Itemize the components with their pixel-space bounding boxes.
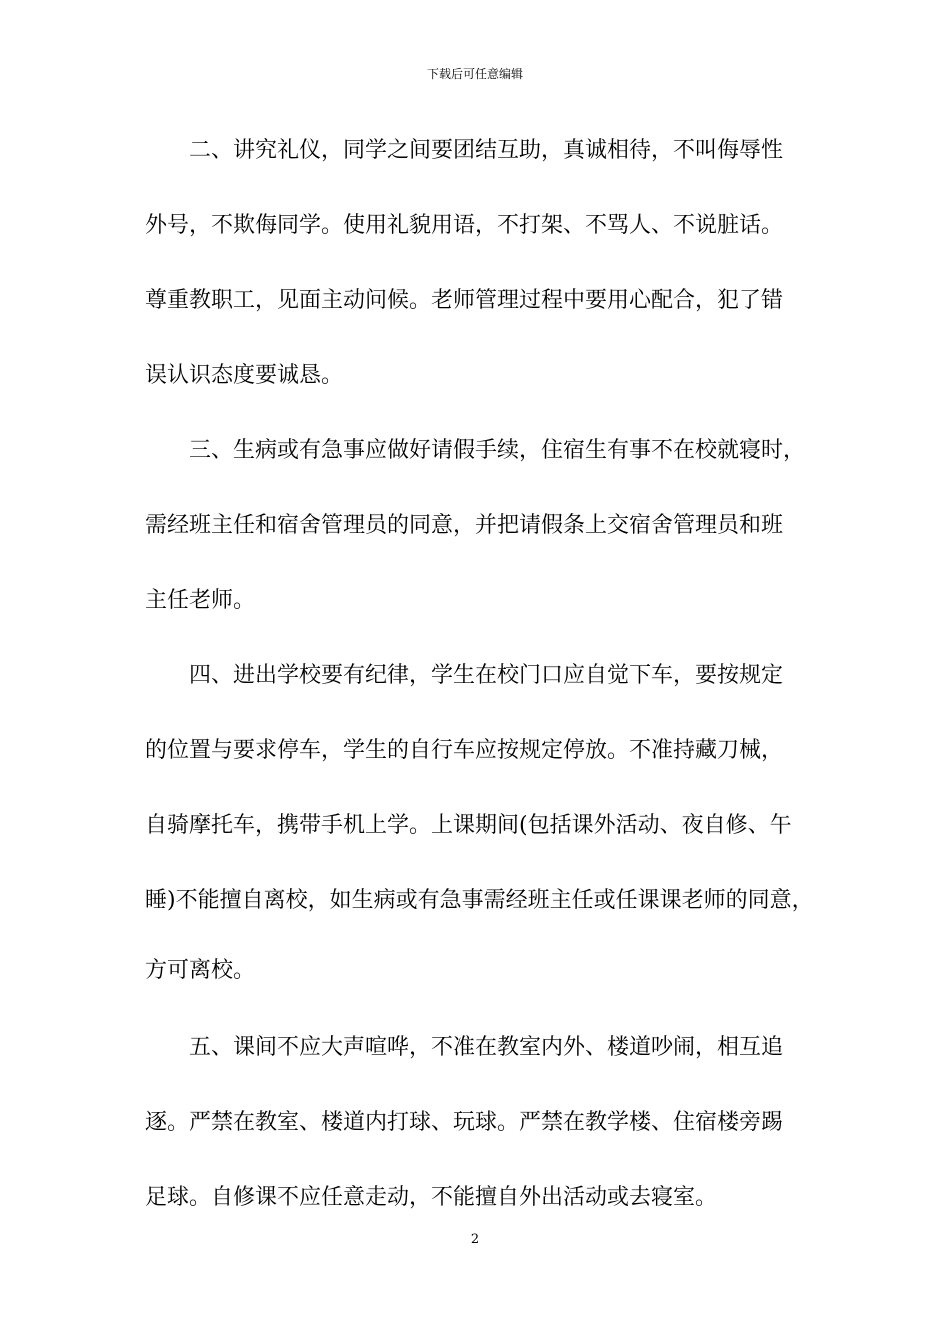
text-line: 自骑摩托车，携带手机上学。上课期间(包括课外活动、夜自修、午 xyxy=(145,813,792,838)
text-line: 三、生病或有急事应做好请假手续，住宿生有事不在校就寝时， xyxy=(145,438,806,463)
text-line: 睡)不能擅自离校，如生病或有急事需经班主任或任课课老师的同意， xyxy=(145,888,814,913)
text-line: 需经班主任和宿舍管理员的同意，并把请假条上交宿舍管理员和班 xyxy=(145,513,784,538)
text-line: 误认识态度要诚恳。 xyxy=(145,363,344,388)
text-line: 四、进出学校要有纪律，学生在校门口应自觉下车，要按规定 xyxy=(145,663,784,688)
page-header-note: 下载后可任意编辑 xyxy=(426,67,523,81)
text-line: 二、讲究礼仪，同学之间要团结互助，真诚相待，不叫侮辱性 xyxy=(145,138,784,163)
text-line: 足球。自修课不应任意走动，不能擅自外出活动或去寝室。 xyxy=(145,1185,718,1210)
text-line: 方可离校。 xyxy=(145,958,256,983)
text-line: 尊重教职工，见面主动问候。老师管理过程中要用心配合，犯了错 xyxy=(145,288,784,313)
text-line: 逐。严禁在教室、楼道内打球、玩球。严禁在教学楼、住宿楼旁踢 xyxy=(145,1110,784,1135)
text-line: 主任老师。 xyxy=(145,588,256,613)
text-line: 五、课间不应大声喧哗，不准在教室内外、楼道吵闹，相互追 xyxy=(145,1035,784,1060)
text-line: 外号，不欺侮同学。使用礼貌用语，不打架、不骂人、不说脏话。 xyxy=(145,213,784,238)
page-number: 2 xyxy=(470,1232,480,1247)
text-line: 的位置与要求停车，学生的自行车应按规定停放。不准持藏刀械， xyxy=(145,738,784,763)
